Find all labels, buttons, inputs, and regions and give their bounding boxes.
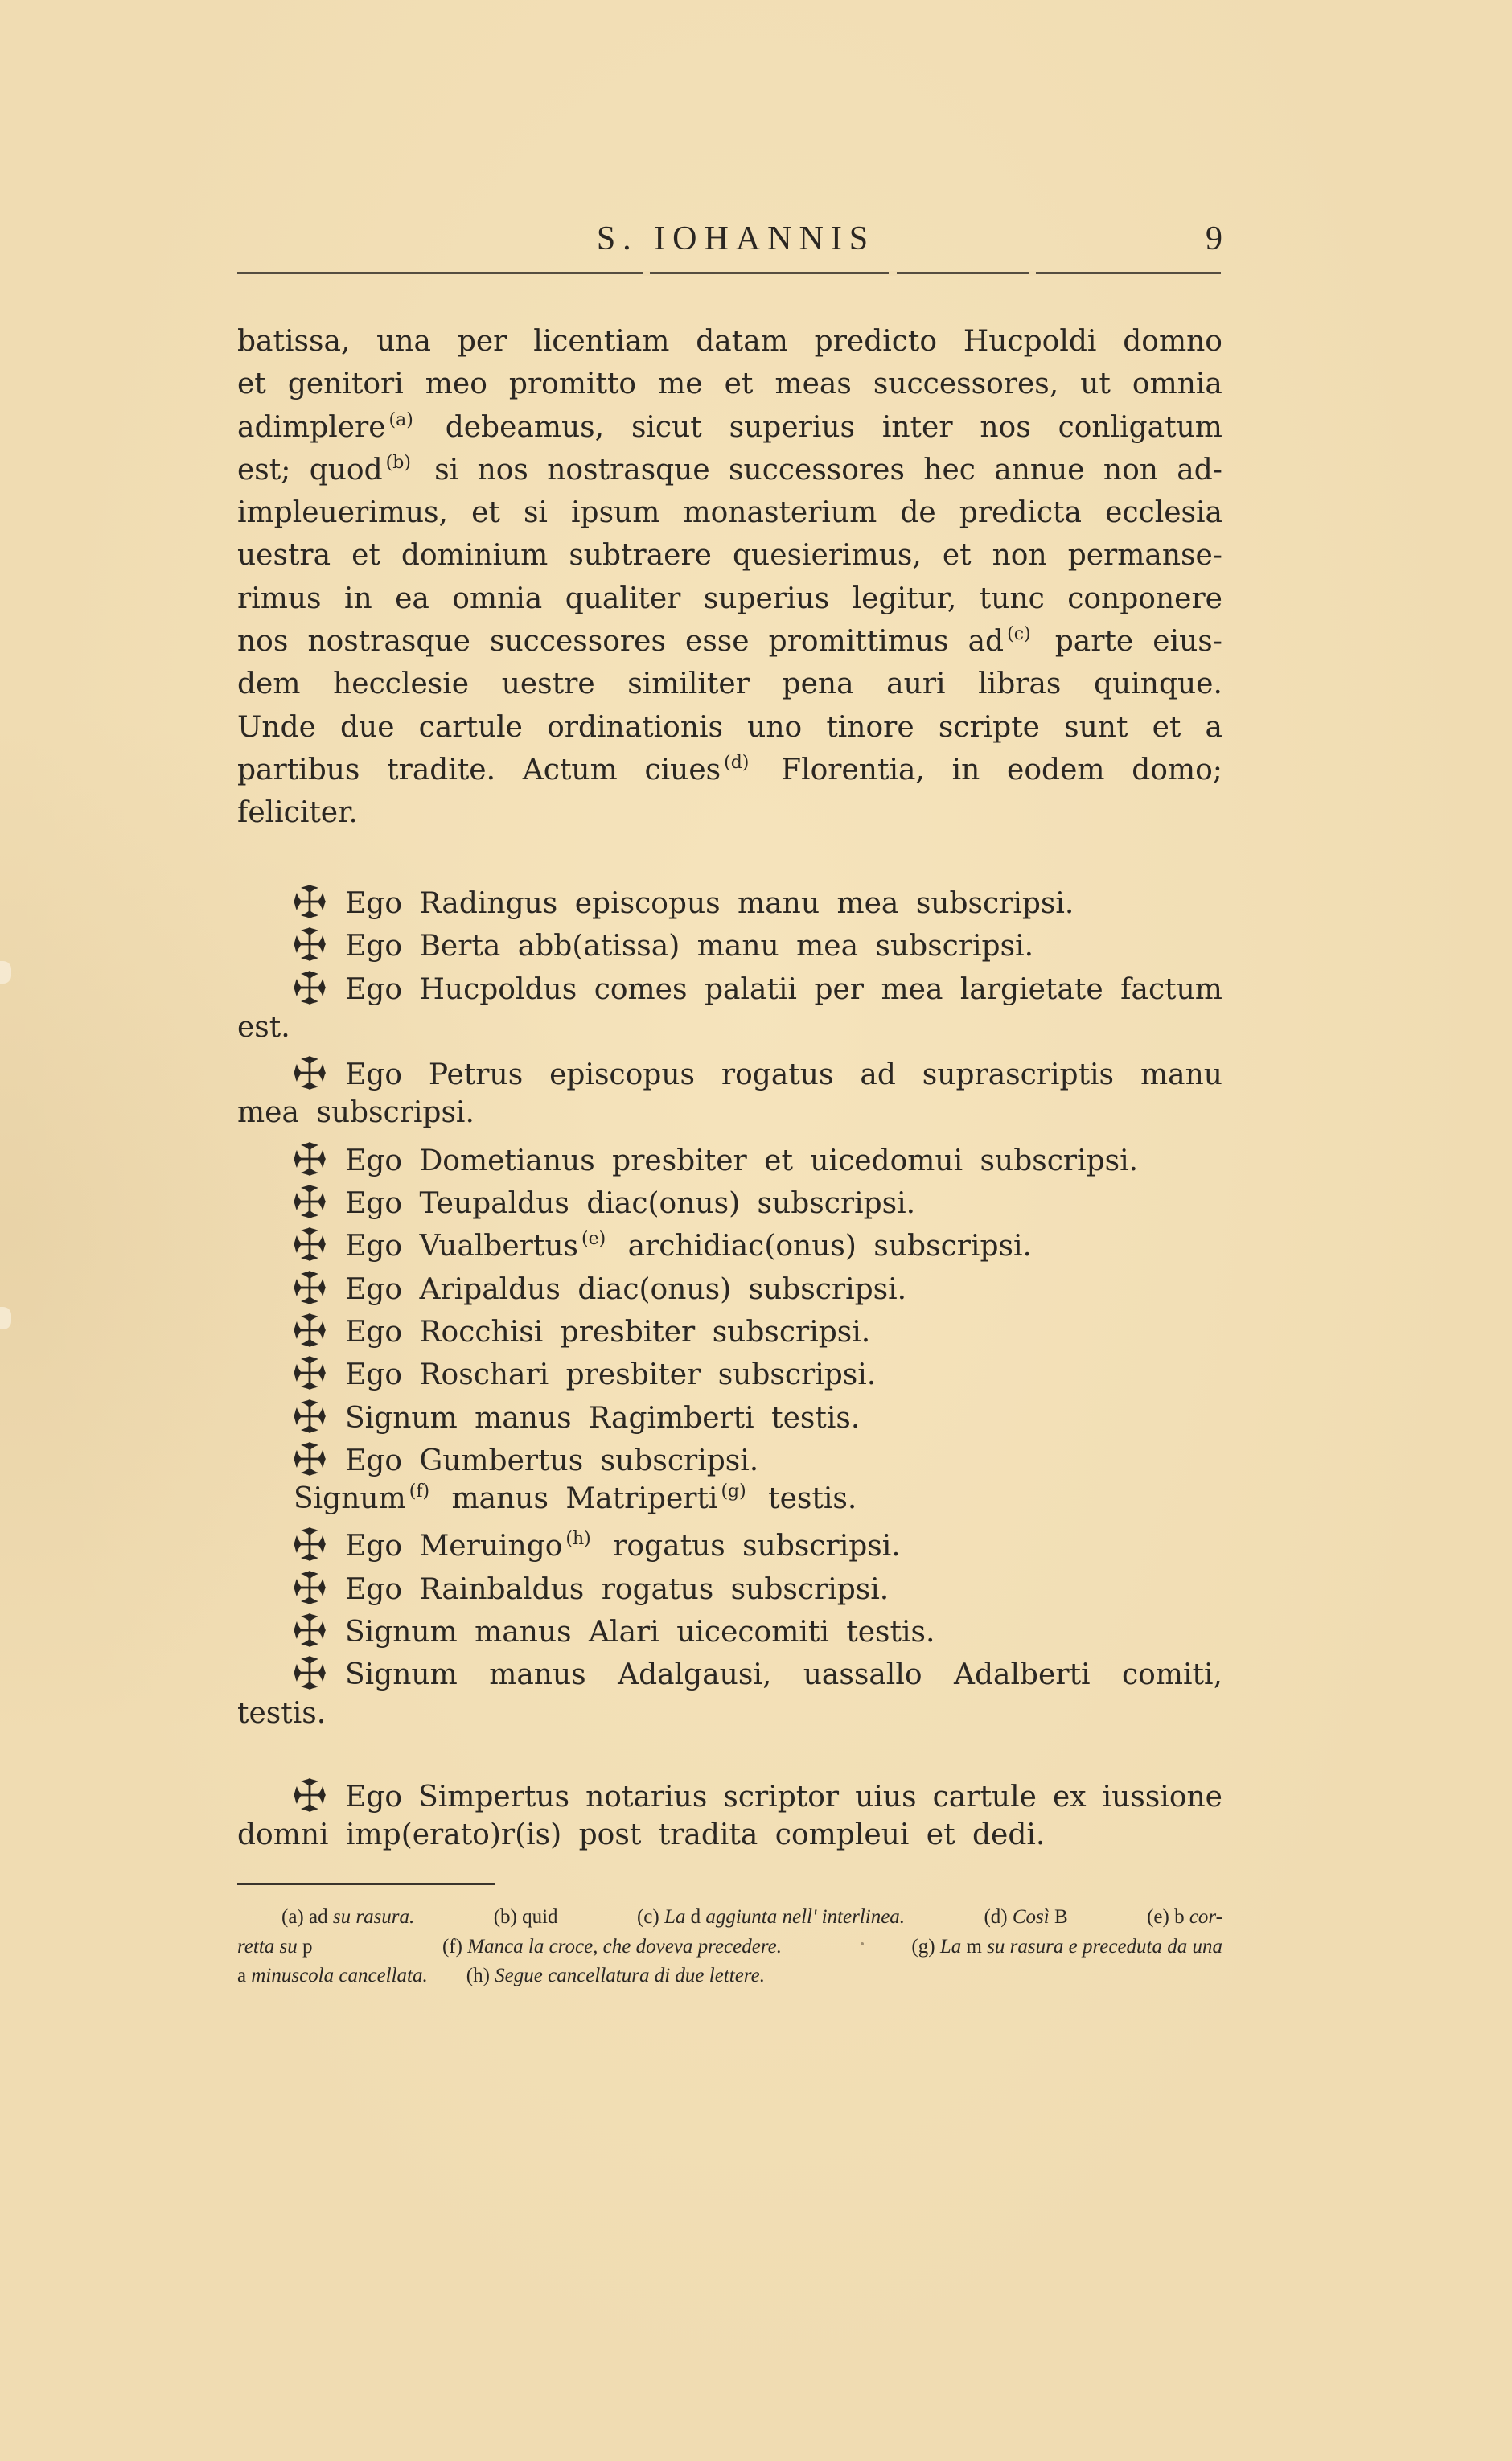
word: Hucpoldi xyxy=(963,325,1097,358)
subscription-line xyxy=(237,1349,1222,1391)
word: Unde xyxy=(237,710,316,744)
running-title: S. IOHANNIS xyxy=(596,220,876,257)
word: hecclesie xyxy=(333,668,470,701)
footnote-roman: (a) xyxy=(281,1906,304,1928)
subscription-text: Ego Meruingo $^{(h)}$ rogatus subscripsi. xyxy=(345,1529,901,1563)
subscription-text: Ego Rocchisi presbiter subscripsi. xyxy=(345,1315,871,1349)
word: nostrasque xyxy=(547,453,710,487)
word: impleuerimus, xyxy=(237,496,448,530)
subscription-line xyxy=(237,1520,1222,1563)
word: comes xyxy=(594,972,688,1006)
word: eius- xyxy=(1152,625,1222,659)
word: cartule xyxy=(932,1781,1037,1814)
cross-pattee-icon xyxy=(294,1399,326,1434)
subscription-text xyxy=(345,1776,1222,1818)
subscription-text: Ego Radingus episcopus manu mea subscripsi. xyxy=(345,887,1074,920)
word: Ego xyxy=(345,972,402,1006)
word: meas xyxy=(774,368,852,401)
footnote-ref: (c) xyxy=(1007,624,1031,645)
word: Petrus xyxy=(428,1058,524,1092)
word: ordinationis xyxy=(547,710,724,744)
word: ut xyxy=(1080,368,1111,401)
subscription-text: Signum manus Alari uicecomiti testis. xyxy=(345,1616,935,1650)
notary-subscription xyxy=(237,1771,1222,1857)
subscription-text: Ego Teupaldus diac(onus) subscripsi. xyxy=(345,1187,916,1221)
footnote-italic: Segue cancellatura di due lettere. xyxy=(489,1965,765,1986)
word: nos xyxy=(980,410,1031,444)
cross-pattee-icon xyxy=(294,970,326,1005)
cross-pattee-icon xyxy=(294,1655,326,1691)
word: Ego xyxy=(345,1058,402,1092)
text-line xyxy=(237,449,1222,491)
cross-pattee-icon xyxy=(294,884,326,919)
subscription-text: est. xyxy=(237,1010,290,1044)
footnote-line xyxy=(237,1933,1222,1962)
cross-pattee-icon xyxy=(294,1226,326,1262)
footnote-italic: su rasura. xyxy=(327,1906,415,1928)
word: si xyxy=(434,453,459,487)
footnote-item xyxy=(911,1933,1222,1962)
word: largietate xyxy=(959,972,1103,1006)
footnote-roman: (b) xyxy=(493,1906,517,1928)
word: uius xyxy=(855,1781,917,1814)
subscription-continuation xyxy=(237,1692,1222,1735)
word: ex xyxy=(1052,1781,1087,1814)
footnote-italic: su rasura e preceduta da una xyxy=(981,1935,1222,1958)
line-text: feliciter. xyxy=(237,796,358,830)
text-line xyxy=(237,320,1222,363)
word: Signum xyxy=(345,1658,458,1692)
subscription-text xyxy=(345,968,1222,1011)
word: quesierimus, xyxy=(733,539,922,573)
footnote-roman: (e) xyxy=(1147,1906,1169,1928)
word: legitur, xyxy=(852,581,957,615)
text-line xyxy=(237,406,1222,449)
word: parte xyxy=(1054,625,1134,659)
footnote-roman: a xyxy=(237,1965,247,1986)
paper-speck xyxy=(861,1942,864,1945)
word: ea xyxy=(395,581,429,615)
cross-pattee-icon xyxy=(294,1141,326,1177)
word: permanse- xyxy=(1067,539,1222,573)
word: ipsum xyxy=(571,496,660,530)
word: episcopus xyxy=(549,1058,695,1092)
word: pena xyxy=(782,668,854,701)
word: rimus xyxy=(237,581,322,615)
word: per xyxy=(457,325,507,358)
word: quod $^{(b)}$ xyxy=(309,452,411,487)
subscription-text: domni imp(erato)r(is) post tradita compleui et dedi. xyxy=(237,1818,1046,1852)
word: comiti, xyxy=(1122,1658,1222,1692)
subscription-line xyxy=(237,1392,1222,1435)
word: successores xyxy=(490,625,666,659)
footnote-italic: Manca la croce, che doveva precedere. xyxy=(462,1935,782,1958)
word: manus xyxy=(489,1658,586,1692)
word: ad xyxy=(860,1058,896,1092)
word: domo; xyxy=(1132,753,1222,787)
word: a xyxy=(1205,710,1222,744)
subscription-line xyxy=(237,877,1222,920)
footnote-roman: b xyxy=(1169,1906,1185,1928)
subscription-line xyxy=(237,1771,1222,1814)
subscription-text: Ego Rainbaldus rogatus subscripsi. xyxy=(345,1572,890,1606)
word: notarius xyxy=(585,1781,708,1814)
footnote-roman: (g) xyxy=(911,1935,935,1958)
subscription-continuation xyxy=(237,1006,1222,1049)
text-line xyxy=(237,791,1222,834)
word: inter xyxy=(881,410,953,444)
word: Florentia, xyxy=(781,753,925,787)
subscription-text: Ego Aripaldus diac(onus) subscripsi. xyxy=(345,1272,907,1306)
word: predicto xyxy=(814,325,938,358)
word: Adalberti xyxy=(953,1658,1091,1692)
footnote-italic: minuscola cancellata. xyxy=(246,1965,428,1986)
subscription-line xyxy=(237,1049,1222,1091)
subscription-line xyxy=(237,963,1222,1006)
footnote-roman: m xyxy=(961,1935,982,1958)
word: genitori xyxy=(287,368,404,401)
word: est; xyxy=(237,453,291,487)
word: similiter xyxy=(627,668,750,701)
word: tunc xyxy=(979,581,1045,615)
subscription-line xyxy=(237,1263,1222,1306)
word: promittimus xyxy=(768,625,949,659)
footnote-roman: (h) xyxy=(466,1965,490,1986)
footnote-ref: (d) xyxy=(724,752,750,773)
word: non xyxy=(992,539,1047,573)
cross-pattee-icon xyxy=(294,1270,326,1305)
word: successores xyxy=(729,453,905,487)
word: successores, xyxy=(873,368,1059,401)
word: ciues $^{(d)}$ xyxy=(644,752,750,787)
cross-pattee-icon xyxy=(294,1313,326,1348)
word: iussione xyxy=(1102,1781,1222,1814)
word: cartule xyxy=(418,710,523,744)
subscription-continuation xyxy=(237,1091,1222,1134)
footnote-item xyxy=(1147,1903,1222,1933)
word: qualiter xyxy=(565,581,681,615)
cross-pattee-icon xyxy=(294,1441,326,1477)
word: Actum xyxy=(522,753,618,787)
word: per xyxy=(814,972,864,1006)
footnote-roman: quid xyxy=(516,1906,558,1928)
footnote-ref: (e) xyxy=(581,1229,606,1250)
word: et xyxy=(942,539,972,573)
subscription-text: mea subscripsi. xyxy=(237,1096,475,1130)
word: me xyxy=(658,368,703,401)
footnote-line xyxy=(237,1903,1222,1933)
word: manu xyxy=(1140,1058,1222,1092)
text-line xyxy=(237,706,1222,749)
cross-pattee-icon xyxy=(294,1526,326,1562)
cross-pattee-icon xyxy=(294,926,326,962)
word: de xyxy=(900,496,936,530)
word: ecclesia xyxy=(1105,496,1222,530)
word: predicta xyxy=(959,496,1082,530)
word: sunt xyxy=(1064,710,1128,744)
word: Ego xyxy=(345,1781,402,1814)
cross-pattee-icon xyxy=(294,1355,326,1391)
running-head xyxy=(237,219,1222,259)
footnote-item xyxy=(237,1962,428,1991)
footnote-italic: Così xyxy=(1007,1906,1050,1928)
word: ad- xyxy=(1177,453,1222,487)
footnote-rule xyxy=(237,1883,495,1885)
page-number: 9 xyxy=(1206,220,1222,257)
word: hec xyxy=(923,453,976,487)
footnote-roman: (c) xyxy=(636,1906,659,1928)
footnote-item xyxy=(984,1903,1067,1933)
word: meo xyxy=(425,368,487,401)
word: datam xyxy=(696,325,788,358)
word: et xyxy=(471,496,500,530)
binding-hole xyxy=(0,961,11,984)
word: mea xyxy=(881,972,943,1006)
binding-hole xyxy=(0,1307,11,1329)
word: tradite. xyxy=(387,753,496,787)
text-line xyxy=(237,491,1222,534)
footnote-ref: (b) xyxy=(385,452,411,473)
word: annue xyxy=(994,453,1085,487)
footnote-item xyxy=(637,1903,905,1933)
word: domno xyxy=(1123,325,1222,358)
word: monasterium xyxy=(683,496,877,530)
subscription-text: Ego Roschari presbiter subscripsi. xyxy=(345,1358,877,1392)
footnote-italic: La xyxy=(659,1906,686,1928)
subscription-line xyxy=(237,1563,1222,1606)
subscription-line xyxy=(237,1606,1222,1649)
word: dem xyxy=(237,668,301,701)
text-line xyxy=(237,577,1222,620)
footnote-italic: aggiunta nell' interlinea. xyxy=(701,1906,906,1928)
subscription-text: Ego Berta abb(atissa) manu mea subscripsi. xyxy=(345,930,1034,963)
word: non xyxy=(1103,453,1158,487)
text-line xyxy=(237,663,1222,705)
footnote-ref: (a) xyxy=(388,409,413,430)
subscription-text: Ego Dometianus presbiter et uicedomui subscripsi. xyxy=(345,1144,1139,1177)
footnote-roman: p xyxy=(297,1935,313,1958)
word: conponere xyxy=(1067,581,1222,615)
cross-pattee-icon xyxy=(294,1055,326,1091)
footnote-roman: d xyxy=(685,1906,701,1928)
word: Hucpoldus xyxy=(419,972,577,1006)
word: nos xyxy=(477,453,528,487)
cross-pattee-icon xyxy=(294,1613,326,1648)
word: due xyxy=(340,710,395,744)
footnotes xyxy=(237,1903,1222,1991)
word: scripte xyxy=(938,710,1040,744)
footnote-ref: (f) xyxy=(409,1481,430,1502)
footnote-item xyxy=(281,1903,414,1933)
footnote-item xyxy=(442,1933,782,1962)
word: Simpertus xyxy=(418,1781,570,1814)
word: esse xyxy=(685,625,750,659)
subscription-line xyxy=(237,1135,1222,1177)
word: uassallo xyxy=(803,1658,922,1692)
footnote-italic: retta su xyxy=(237,1935,298,1958)
footnote-italic: cor- xyxy=(1184,1906,1222,1928)
footnote-item xyxy=(494,1903,558,1933)
subscription-text: Ego Vualbertus $^{(e)}$ archidiac(onus) subscripsi. xyxy=(345,1229,1032,1263)
word: si xyxy=(523,496,548,530)
word: adimplere $^{(a)}$ xyxy=(237,409,413,444)
word: subtraere xyxy=(569,539,712,573)
word: et xyxy=(724,368,754,401)
footnote-line xyxy=(237,1962,1222,1991)
footnote-roman: (f) xyxy=(442,1935,462,1958)
word: libras xyxy=(978,668,1062,701)
word: superius xyxy=(729,410,855,444)
word: palatii xyxy=(704,972,797,1006)
word: dominium xyxy=(401,539,549,573)
word: Adalgausi, xyxy=(618,1658,772,1692)
word: et xyxy=(237,368,266,401)
word: scriptor xyxy=(723,1781,840,1814)
word: quinque. xyxy=(1094,668,1222,701)
subscription-text xyxy=(345,1054,1222,1096)
word: partibus xyxy=(237,753,360,787)
word: suprascriptis xyxy=(922,1058,1115,1092)
word: sicut xyxy=(631,410,702,444)
subscription-line xyxy=(237,1477,1222,1520)
subscription-line xyxy=(237,1435,1222,1477)
word: factum xyxy=(1120,972,1222,1006)
word: in xyxy=(343,581,372,615)
word: conligatum xyxy=(1058,410,1222,444)
word: tinore xyxy=(826,710,914,744)
word: in xyxy=(951,753,980,787)
subscription-text: Signum manus Ragimberti testis. xyxy=(345,1401,861,1435)
word: una xyxy=(376,325,431,358)
subscription-line xyxy=(237,1649,1222,1691)
word: licentiam xyxy=(533,325,670,358)
footnote-italic: La xyxy=(935,1935,962,1958)
text-line xyxy=(237,620,1222,663)
footnote-roman: B xyxy=(1049,1906,1068,1928)
word: batissa, xyxy=(237,325,351,358)
word: omnia xyxy=(452,581,543,615)
subscription-text: Signum $^{(f)}$ manus Matriperti $^{(g)}$ testis. xyxy=(294,1481,857,1516)
subscription-text: testis. xyxy=(237,1696,327,1730)
word: uno xyxy=(747,710,803,744)
cross-pattee-icon xyxy=(294,1777,326,1813)
word: nos xyxy=(237,625,289,659)
word: debeamus, xyxy=(445,410,605,444)
word: nostrasque xyxy=(307,625,470,659)
subscription-text: Ego Gumbertus subscripsi. xyxy=(345,1444,759,1477)
subscription-continuation xyxy=(237,1814,1222,1856)
word: uestra xyxy=(237,539,331,573)
cross-pattee-icon xyxy=(294,1570,326,1605)
subscription-text xyxy=(345,1654,1222,1696)
header-rule xyxy=(237,272,1221,274)
subscription-line xyxy=(237,1220,1222,1263)
text-line xyxy=(237,534,1222,577)
footnote-roman: (d) xyxy=(984,1906,1008,1928)
subscription-list xyxy=(237,877,1222,1735)
footnote-ref: (g) xyxy=(721,1481,746,1502)
word: et xyxy=(351,539,380,573)
word: omnia xyxy=(1132,368,1222,401)
subscription-line xyxy=(237,920,1222,963)
footnote-item xyxy=(237,1933,313,1962)
word: promitto xyxy=(508,368,637,401)
word: ad $^{(c)}$ xyxy=(968,624,1031,659)
subscription-line xyxy=(237,1306,1222,1349)
word: rogatus xyxy=(721,1058,834,1092)
text-line xyxy=(237,749,1222,791)
cross-pattee-icon xyxy=(294,1184,326,1219)
word: et xyxy=(1152,710,1181,744)
word: superius xyxy=(703,581,830,615)
body-paragraph xyxy=(237,320,1222,835)
footnote-item xyxy=(466,1962,765,1991)
word: auri xyxy=(886,668,946,701)
subscription-line xyxy=(237,1177,1222,1220)
footnote-ref: (h) xyxy=(565,1529,591,1550)
word: uestre xyxy=(501,668,595,701)
text-line xyxy=(237,363,1222,405)
word: eodem xyxy=(1007,753,1105,787)
footnote-roman: ad xyxy=(303,1906,328,1928)
